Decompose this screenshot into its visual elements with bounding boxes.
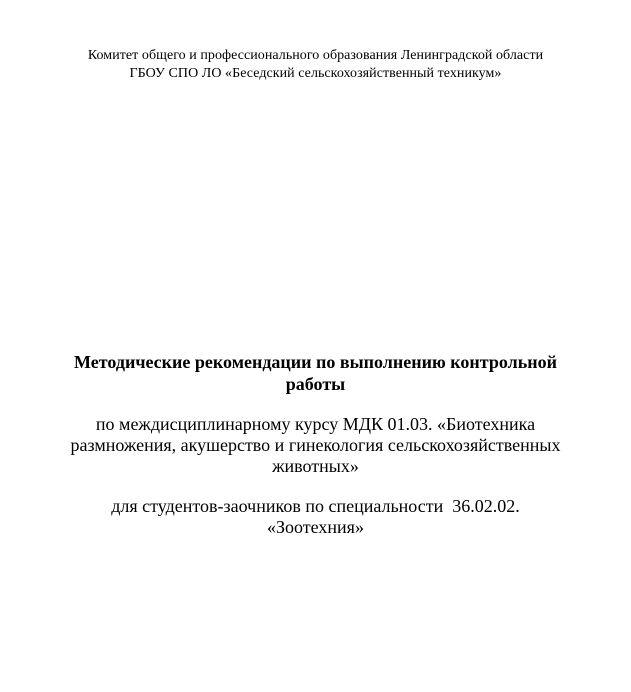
course-line-1: по междисциплинарному курсу МДК 01.03. «Биотехника xyxy=(95,414,536,434)
specialty-description xyxy=(0,496,631,538)
course-line-3: животных» xyxy=(272,456,359,476)
committee-name: Комитет общего и профессионального образования Ленинградской области xyxy=(87,48,544,63)
title-line-1: Методические рекомендации по выполнению контрольной xyxy=(74,352,557,372)
institution-name: ГБОУ СПО ЛО «Беседский сельскохозяйственный техникум» xyxy=(129,66,502,81)
course-description xyxy=(0,414,631,477)
specialty-line-1: для студентов-заочников по специальности 36.02.02. xyxy=(111,496,520,516)
title-line-2: работы xyxy=(285,374,346,394)
specialty-line-2: «Зоотехния» xyxy=(267,517,364,537)
document-title xyxy=(0,351,631,395)
organization-header xyxy=(0,47,631,83)
course-line-2: размножения, акушерство и гинекология сельскохозяйственных xyxy=(70,435,561,455)
